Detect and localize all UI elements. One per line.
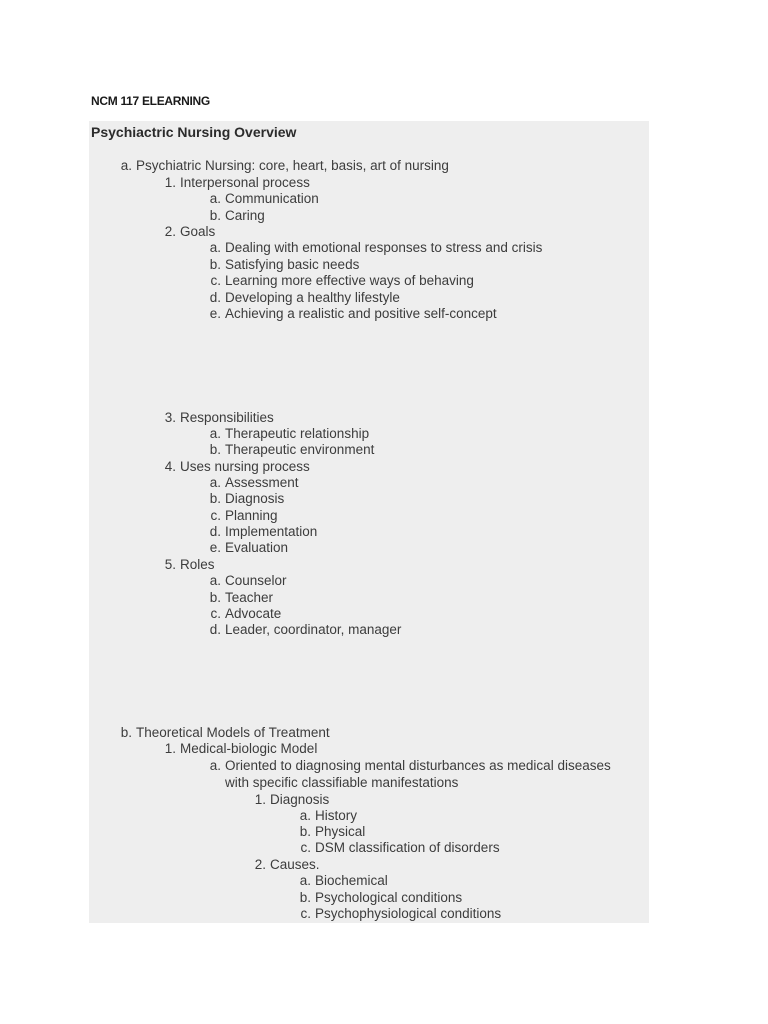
outline-text: Caring bbox=[225, 208, 265, 223]
page-title: Psychiactric Nursing Overview bbox=[91, 124, 297, 140]
outline-text: Teacher bbox=[225, 590, 274, 605]
outline-text: Psychological conditions bbox=[315, 890, 463, 905]
outline-text: Learning more effective ways of behaving bbox=[225, 273, 474, 288]
outline-marker: a. bbox=[209, 191, 221, 206]
outline-marker: 1. bbox=[254, 792, 266, 807]
outline-marker: b. bbox=[209, 257, 221, 272]
outline-text: Roles bbox=[180, 557, 215, 572]
outline-marker: a. bbox=[209, 573, 221, 588]
outline-marker: 1. bbox=[164, 741, 176, 756]
outline-text: Responsibilities bbox=[180, 410, 274, 425]
outline-text: Diagnosis bbox=[225, 491, 285, 506]
outline-text: Therapeutic relationship bbox=[225, 426, 370, 441]
outline-marker: 4. bbox=[164, 459, 176, 474]
outline-marker: a. bbox=[209, 475, 221, 490]
outline-text: Causes. bbox=[270, 857, 320, 872]
outline-marker: b. bbox=[209, 590, 221, 605]
outline-text: Evaluation bbox=[225, 540, 289, 555]
outline-marker: a. bbox=[120, 158, 132, 173]
outline-text: Goals bbox=[180, 224, 216, 239]
outline-text: Communication bbox=[225, 191, 319, 206]
outline-marker: c. bbox=[210, 273, 221, 288]
outline-marker: a. bbox=[209, 426, 221, 441]
outline-marker: 5. bbox=[164, 557, 176, 572]
outline-text: Dealing with emotional responses to stress and crisis bbox=[225, 240, 543, 255]
outline-text: Achieving a realistic and positive self-concept bbox=[225, 306, 497, 321]
outline-marker: 2. bbox=[254, 857, 266, 872]
outline-text: Uses nursing process bbox=[180, 459, 310, 474]
outline-marker: b. bbox=[120, 725, 132, 740]
outline-marker: e. bbox=[209, 306, 221, 321]
outline-text: Therapeutic environment bbox=[225, 442, 375, 457]
outline-text: DSM classification of disorders bbox=[315, 840, 500, 855]
outline-text: Interpersonal process bbox=[180, 175, 310, 190]
outline-marker: a. bbox=[209, 758, 221, 773]
outline-marker: a. bbox=[299, 808, 311, 823]
outline-marker: b. bbox=[209, 442, 221, 457]
outline-text: Oriented to diagnosing mental disturbances as medical diseases bbox=[225, 758, 611, 773]
outline-marker: b. bbox=[209, 208, 221, 223]
outline-text: Advocate bbox=[225, 606, 282, 621]
outline-text: Biochemical bbox=[315, 873, 388, 888]
outline-marker: 3. bbox=[164, 410, 176, 425]
outline-marker: 1. bbox=[164, 175, 176, 190]
outline-text: Counselor bbox=[225, 573, 287, 588]
outline-marker: a. bbox=[299, 873, 311, 888]
outline-text: Medical-biologic Model bbox=[180, 741, 318, 756]
outline-text: Psychophysiological conditions bbox=[315, 906, 502, 921]
outline-text: Planning bbox=[225, 508, 278, 523]
outline-text: Psychiatric Nursing: core, heart, basis, art of nursing bbox=[136, 158, 449, 173]
outline-text: Theoretical Models of Treatment bbox=[136, 725, 330, 740]
outline-marker: b. bbox=[299, 890, 311, 905]
outline-marker: c. bbox=[300, 906, 311, 921]
outline-marker: d. bbox=[209, 524, 221, 539]
outline-marker: c. bbox=[210, 508, 221, 523]
outline-text: Physical bbox=[315, 824, 366, 839]
outline-marker: d. bbox=[209, 622, 221, 637]
outline-text: History bbox=[315, 808, 358, 823]
outline-text: with specific classifiable manifestations bbox=[225, 775, 459, 790]
outline-marker: b. bbox=[209, 491, 221, 506]
outline-marker: d. bbox=[209, 290, 221, 305]
outline-marker: e. bbox=[209, 540, 221, 555]
outline-text: Leader, coordinator, manager bbox=[225, 622, 402, 637]
document-header: NCM 117 ELEARNING bbox=[91, 94, 210, 108]
outline-text: Assessment bbox=[225, 475, 299, 490]
outline-marker: c. bbox=[300, 840, 311, 855]
outline-marker: b. bbox=[299, 824, 311, 839]
outline-text: Developing a healthy lifestyle bbox=[225, 290, 400, 305]
outline-text: Implementation bbox=[225, 524, 318, 539]
outline-text: Satisfying basic needs bbox=[225, 257, 360, 272]
outline-text: Diagnosis bbox=[270, 792, 330, 807]
outline-marker: a. bbox=[209, 240, 221, 255]
outline-marker: 2. bbox=[164, 224, 176, 239]
outline-marker: c. bbox=[210, 606, 221, 621]
